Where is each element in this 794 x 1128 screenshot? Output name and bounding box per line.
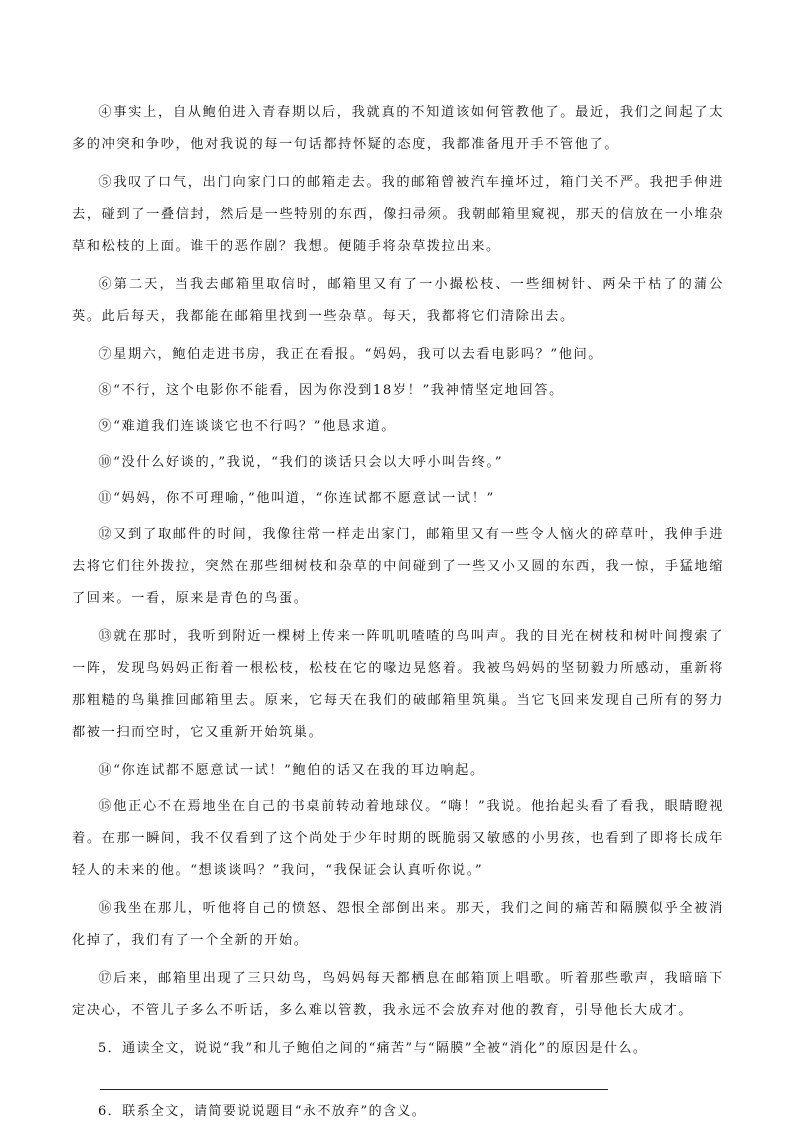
paragraph-4: ④事实上，自从鲍伯进入青春期以后，我就真的不知道该如何管教他了。最近，我们之间起了太多的冲突和争吵，他对我说的每一句话都持怀疑的态度，我都准备甩开手不管他了。 xyxy=(72,105,724,152)
paragraph-13: ⑬就在那时，我听到附近一棵树上传来一阵叽叽喳喳的鸟叫声。我的目光在树枝和树叶间搜索了一阵，发现鸟妈妈正衔着一根松枝，松枝在它的喙边晃悠着。我被鸟妈妈的坚韧毅力所感动，重新将那粗糙的鸟巢推回邮箱里去。原来，它每天在我们的破邮箱里筑巢。当它飞回来发现自己所有的努力都被一扫而空时，它又重新开始筑巢。 xyxy=(72,629,724,740)
question-6: 6．联系全文，请简要说说题目“永不放弃”的含义。 xyxy=(98,1104,427,1119)
paragraph-9: ⑨“难道我们连谈谈它也不行吗？”他恳求道。 xyxy=(98,419,397,434)
reading-passage xyxy=(72,97,724,1128)
paragraph-12: ⑫又到了取邮件的时间，我像往常一样走出家门，邮箱里又有一些令人恼火的碎草叶，我伸手进去将它们往外拨拉，突然在那些细树枝和杂草的中间碰到了一些又小又圆的东西，我一惊，手猛地缩了回来。一看，原来是青色的鸟蛋。 xyxy=(72,527,724,606)
paragraph-15: ⑮他正心不在焉地坐在自己的书桌前转动着地球仪。“嗨！”我说。他抬起头看了看我，眼睛瞪视着。在那一瞬间，我不仅看到了这个尚处于少年时期的既脆弱又敏感的小男孩，也看到了即将长成年轻人的未来的他。“想谈谈吗？”我问，“我保证会认真听你说。” xyxy=(72,799,724,878)
paragraph-10: ⑩“没什么好谈的，”我说，“我们的谈话只会以大呼小叫告终。” xyxy=(98,455,504,470)
answer-line[interactable] xyxy=(100,1089,608,1090)
paragraph-7: ⑦星期六，鲍伯走进书房，我正在看报。“妈妈，我可以去看电影吗？”他问。 xyxy=(98,347,604,362)
paragraph-17: ⑰后来，邮箱里出现了三只幼鸟，鸟妈妈每天都栖息在邮箱顶上唱歌。听着那些歌声，我暗暗下定决心，不管儿子多么不听话，多么难以管教，我永远不会放弃对他的教育，引导他长大成才。 xyxy=(72,971,724,1018)
question-5: 5．通读全文，说说“我”和儿子鲍伯之间的“痛苦”与“隔膜”全被“消化”的原因是什么。 xyxy=(98,1041,648,1056)
paragraph-6: ⑥第二天，当我去邮箱里取信时，邮箱里又有了一小撮松枝、一些细树针、两朵干枯了的蒲公英。此后每天，我都能在邮箱里找到一些杂草。每天，我都将它们清除出去。 xyxy=(72,277,724,324)
paragraph-11: ⑪“妈妈，你不可理喻，”他叫道，“你连试都不愿意试一试！” xyxy=(98,491,495,506)
paragraph-5: ⑤我叹了口气，出门向家门口的邮箱走去。我的邮箱曾被汽车撞坏过，箱门关不严。我把手伸进去，碰到了一叠信封，然后是一些特别的东西，像扫帚须。我朝邮箱里窥视，那天的信放在一小堆杂草和松枝的上面。谁干的恶作剧？我想。便随手将杂草拨拉出来。 xyxy=(72,175,724,254)
paragraph-14: ⑭“你连试都不愿意试一试！”鲍伯的话又在我的耳边响起。 xyxy=(98,763,485,778)
paragraph-16: ⑯我坐在那儿，听他将自己的愤怒、怨恨全部倒出来。那天，我们之间的痛苦和隔膜似乎全被消化掉了，我们有了一个全新的开始。 xyxy=(72,901,724,948)
paragraph-8: ⑧“不行，这个电影你不能看，因为你没到18岁！”我神情坚定地回答。 xyxy=(98,383,564,398)
